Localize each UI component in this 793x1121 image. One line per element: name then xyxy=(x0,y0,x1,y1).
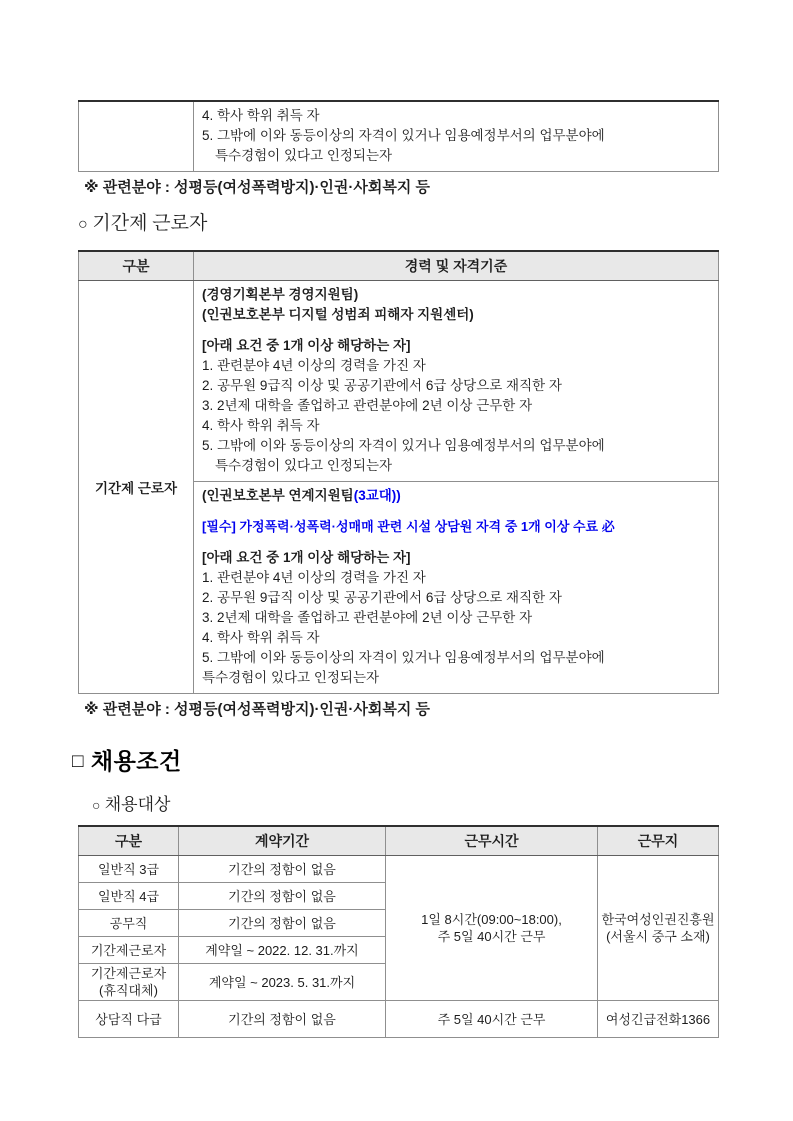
section-heading-text: 채용조건 xyxy=(90,748,182,774)
criteria-title: [아래 요건 중 1개 이상 해당하는 자] xyxy=(202,550,411,565)
column-header-working-hours: 근무시간 xyxy=(386,826,598,856)
qualification-item: 1. 관련분야 4년 이상의 경력을 가진 자 xyxy=(202,358,426,373)
table-row xyxy=(79,281,719,482)
working-hours-line: 주 5일 40시간 근무 xyxy=(437,929,546,944)
department-line: (인권보호본부 디지털 성범죄 피해자 지원센터) xyxy=(202,307,474,322)
working-hours-cell: 주 5일 40시간 근무 xyxy=(386,1001,598,1038)
spacer xyxy=(202,325,710,336)
contract-period-cell: 기간의 정함이 없음 xyxy=(179,856,386,883)
contract-period-cell: 기간의 정함이 없음 xyxy=(179,1001,386,1038)
table-header-row xyxy=(79,251,719,281)
square-bullet-icon: □ xyxy=(72,751,84,772)
related-field-note-2: ※ 관련분야 : 성평등(여성폭력방지)·인권·사회복지 등 xyxy=(84,701,431,718)
qualification-item: 4. 학사 학위 취득 자 xyxy=(202,630,320,645)
spacer xyxy=(202,506,710,517)
required-qualification-line: [필수] 가정폭력·성폭력·성매매 관련 시설 상담원 자격 중 1개 이상 수료 必 xyxy=(202,519,615,534)
workplace-line: 한국여성인권진흥원 xyxy=(601,912,715,927)
criteria-block-management xyxy=(194,281,719,482)
hiring-conditions-table xyxy=(78,825,719,1038)
table-row xyxy=(79,1001,719,1038)
section-heading-text: 기간제 근로자 xyxy=(92,213,208,234)
job-type-line: (휴직대체) xyxy=(99,983,158,998)
qualification-item: 2. 공무원 9급직 이상 및 공공기관에서 6급 상당으로 재직한 자 xyxy=(202,590,562,605)
job-type-cell: 일반직 4급 xyxy=(79,883,179,910)
job-type-cell: 일반직 3급 xyxy=(79,856,179,883)
document-content xyxy=(72,100,718,1038)
qualification-item: 3. 2년제 대학을 졸업하고 관련분야에 2년 이상 근무한 자 xyxy=(202,610,533,625)
qualification-items-cell xyxy=(194,101,719,172)
working-hours-line: 1일 8시간(09:00~18:00), xyxy=(421,912,562,927)
job-type-cell: 기간제근로자 xyxy=(79,937,179,964)
table-row xyxy=(79,856,719,883)
workplace-merged-cell xyxy=(598,856,719,1001)
table-row xyxy=(79,101,719,172)
qualification-item: 4. 학사 학위 취득 자 xyxy=(202,418,320,433)
department-line: (경영기획본부 경영지원팀) xyxy=(202,287,359,302)
row-label-fixed-term-worker: 기간제 근로자 xyxy=(79,281,194,694)
shift-note: (3교대)) xyxy=(353,488,401,503)
qualification-item: 5. 그밖에 이와 동등이상의 자격이 있거나 임용예정부서의 업무분야에 xyxy=(202,650,605,665)
qualification-item: 5. 그밖에 이와 동등이상의 자격이 있거나 임용예정부서의 업무분야에 xyxy=(202,128,605,143)
job-type-cell xyxy=(79,964,179,1001)
qualification-item-continuation: 특수경험이 있다고 인정되는자 xyxy=(215,458,393,473)
section-heading-employment-conditions xyxy=(72,746,718,779)
spacer xyxy=(202,537,710,548)
department-line xyxy=(202,486,710,506)
column-header-contract-period: 계약기간 xyxy=(179,826,386,856)
criteria-title: [아래 요건 중 1개 이상 해당하는 자] xyxy=(202,338,411,353)
qualification-item-continuation: 특수경험이 있다고 인정되는자 xyxy=(202,670,380,685)
contract-period-cell: 기간의 정함이 없음 xyxy=(179,883,386,910)
column-header-criteria: 경력 및 자격기준 xyxy=(194,251,719,281)
job-type-cell: 공무직 xyxy=(79,910,179,937)
contract-period-cell: 기간의 정함이 없음 xyxy=(179,910,386,937)
circle-bullet-icon: ○ xyxy=(92,799,101,814)
qualification-table-continued xyxy=(78,100,719,172)
column-header-category: 구분 xyxy=(79,251,194,281)
circle-bullet-icon: ○ xyxy=(78,216,88,233)
criteria-block-linked-support xyxy=(194,482,719,694)
workplace-line: (서울시 중구 소재) xyxy=(606,929,710,944)
qualification-item-continuation: 특수경험이 있다고 인정되는자 xyxy=(215,148,393,163)
qualification-item: 5. 그밖에 이와 동등이상의 자격이 있거나 임용예정부서의 업무분야에 xyxy=(202,438,605,453)
qualification-item: 3. 2년제 대학을 졸업하고 관련분야에 2년 이상 근무한 자 xyxy=(202,398,533,413)
table-header-row xyxy=(79,826,719,856)
department-name: (인권보호본부 연계지원팀 xyxy=(202,488,354,503)
job-type-line: 기간제근로자 xyxy=(90,966,167,981)
job-type-cell: 상담직 다급 xyxy=(79,1001,179,1038)
category-cell-empty xyxy=(79,101,194,172)
working-hours-merged-cell xyxy=(386,856,598,1001)
column-header-category: 구분 xyxy=(79,826,179,856)
related-field-note-1: ※ 관련분야 : 성평등(여성폭력방지)·인권·사회복지 등 xyxy=(84,179,431,196)
fixed-term-qualification-table xyxy=(78,250,719,694)
contract-period-cell: 계약일 ~ 2023. 5. 31.까지 xyxy=(179,964,386,1001)
qualification-item: 1. 관련분야 4년 이상의 경력을 가진 자 xyxy=(202,570,426,585)
column-header-workplace: 근무지 xyxy=(598,826,719,856)
subsection-heading-text: 채용대상 xyxy=(104,795,171,814)
workplace-cell: 여성긴급전화1366 xyxy=(598,1001,719,1038)
section-heading-fixed-term-worker xyxy=(78,211,718,238)
qualification-item: 4. 학사 학위 취득 자 xyxy=(202,108,320,123)
qualification-item: 2. 공무원 9급직 이상 및 공공기관에서 6급 상당으로 재직한 자 xyxy=(202,378,562,393)
contract-period-cell: 계약일 ~ 2022. 12. 31.까지 xyxy=(179,937,386,964)
subsection-heading-hiring-targets xyxy=(92,794,718,818)
